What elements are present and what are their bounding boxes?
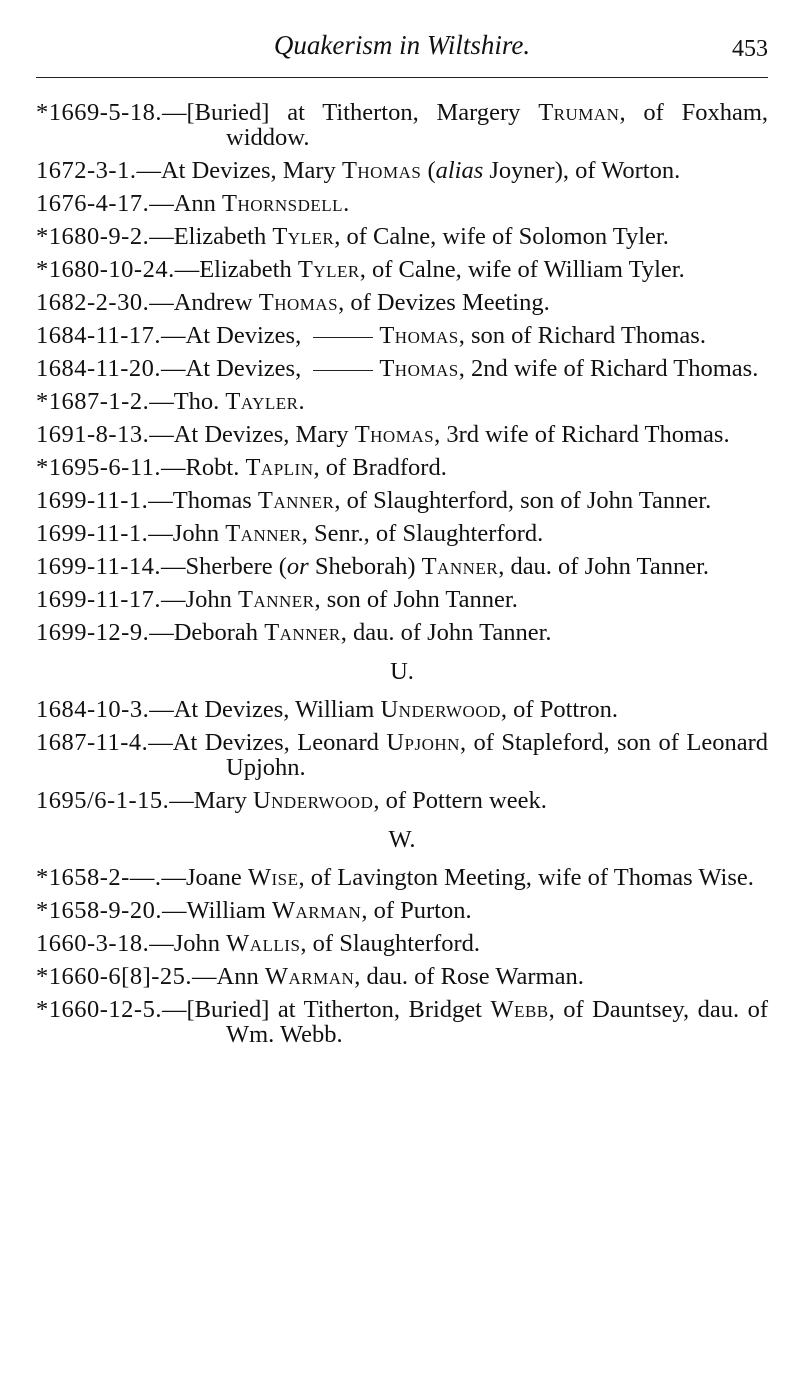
register-entry [36,620,768,645]
entry-surname: Thomas [379,322,459,349]
entry-text: , 2nd wife of Richard Thomas. [458,355,759,382]
entry-text: , dau. of Rose Warman. [354,963,584,990]
entry-text: —Tho. [149,388,226,415]
entry-text: —At Devizes, Mary [136,157,342,184]
entry-surname: Tyler [297,256,360,283]
entry-date: 1699-11-1. [36,487,149,514]
entry-text: . [343,190,350,217]
entry-text: ( [421,157,436,184]
entry-surname: Upjohn [386,729,460,756]
entry-text: —Robt. [161,454,246,481]
entry-text: , of Devizes Meeting. [338,289,550,316]
entry-text: , of Purton. [361,897,472,924]
entry-date: *1680-9-2. [36,223,150,250]
entry-text: —At Devizes, [161,355,308,382]
entry-date: 1676-4-17. [36,190,150,217]
entry-surname: Tanner [264,619,341,646]
entry-date: 1691-8-13. [36,421,150,448]
entry-text: —Andrew [149,289,259,316]
register-entry [36,964,768,989]
entry-text: , dau. of John Tanner. [340,619,552,646]
entry-text: —Mary [169,787,253,814]
entry-surname: Tanner [237,586,315,613]
entry-date: 1699-11-17. [36,586,162,613]
section-heading-w: W. [388,826,416,853]
register-entry [36,997,768,1047]
entry-surname: Taplin [245,454,314,481]
entry-text: , 3rd wife of Richard Thomas. [434,421,730,448]
entry-text: Sheborah) [308,553,422,580]
entry-surname: Thomas [379,355,459,382]
register-entry [36,356,768,381]
entry-date: 1660-3-18. [36,930,150,957]
entry-text: —John [161,586,238,613]
entry-text: , dau. of John Tanner. [498,553,709,580]
entry-surname: Thomas [354,421,435,448]
entry-date: *1660-12-5. [36,996,162,1023]
section-u-entries [36,697,768,813]
entry-text: , of Lavington Meeting, wife of Thomas Wise. [298,864,754,891]
entry-text: , son of John Tanner. [314,586,518,613]
header-rule [36,77,768,78]
blank-name-dash [313,337,373,338]
entry-date: 1695/6-1-15. [36,787,170,814]
entry-surname: Tyler [272,223,335,250]
entry-text: , of Bradford. [313,454,447,481]
register-entry [36,191,768,216]
entry-surname: Wise [247,864,299,891]
section-t-entries [36,100,768,645]
entry-text: , of Pottern week. [373,787,547,814]
register-entry [36,587,768,612]
entry-text: —Ann [149,190,223,217]
entry-date: 1687-11-4. [36,729,149,756]
entry-date: *1658-2-—. [36,864,162,891]
entry-surname: Tanner [257,487,335,514]
entry-surname: Wallis [226,930,301,957]
register-entry [36,257,768,282]
register-entry [36,455,768,480]
entry-text: , of Pottron. [500,696,618,723]
entry-text: —At Devizes, Leonard [148,729,387,756]
entry-surname: Tanner [421,553,499,580]
entry-text: —William [161,897,272,924]
section-w-entries [36,865,768,1047]
entry-date: *1695-6-11. [36,454,162,481]
entry-date: 1672-3-1. [36,157,137,184]
register-entry [36,224,768,249]
entry-date: 1699-11-14. [36,553,162,580]
entry-surname: Webb [490,996,549,1023]
register-entry [36,521,768,546]
entry-text: —Deborah [149,619,265,646]
entry-italic: or [286,553,309,580]
register-entry [36,100,768,150]
entry-surname: Thomas [258,289,339,316]
entry-surname: Underwood [380,696,501,723]
register-entry [36,730,768,780]
entry-text: —At Devizes, Mary [149,421,355,448]
entry-text: —At Devizes, William [149,696,381,723]
entry-date: 1682-2-30. [36,289,150,316]
entry-text: , of Stapleford, son of Leonard Upjohn. [226,729,769,781]
entry-text: —Sherbere ( [161,553,287,580]
entry-surname: Underwood [252,787,374,814]
entry-text: , of Slaughterford. [300,930,481,957]
register-entry [36,290,768,315]
entry-text: , Senr., of Slaughterford. [301,520,544,547]
entry-date: *1680-10-24. [36,256,175,283]
register-entry [36,422,768,447]
entry-text: , of Dauntsey, dau. of Wm. Webb. [226,996,768,1048]
page-number: 453 [732,36,768,62]
entry-surname: Thomas [341,157,422,184]
entry-text: —John [149,930,227,957]
entry-date: 1684-10-3. [36,696,150,723]
entry-text: . [298,388,305,415]
entry-surname: Tayler [225,388,299,415]
entry-date: 1699-12-9. [36,619,150,646]
entry-text: —Elizabeth [149,223,273,250]
entry-text: —Joane [161,864,248,891]
entry-date: *1669-5-18. [36,99,162,126]
section-heading-u: U. [390,658,414,685]
blank-name-dash [313,370,373,371]
entry-date: *1687-1-2. [36,388,150,415]
register-entry [36,488,768,513]
entry-text: —John [148,520,226,547]
entry-text: —Elizabeth [174,256,298,283]
running-title: Quakerism in Wiltshire. [273,30,531,60]
register-entry [36,697,768,722]
register-entry [36,865,768,890]
entry-date: 1699-11-1. [36,520,149,547]
entry-text: , of Foxham, widdow. [226,99,768,151]
register-entry [36,158,768,183]
register-entry [36,554,768,579]
entry-text: —Ann [192,963,265,990]
register-entry [36,323,768,348]
entry-surname: Truman [538,99,620,126]
entry-text: —Thomas [148,487,258,514]
entry-text: —At Devizes, [161,322,308,349]
entry-text: —[Buried] at Titherton, Bridget [161,996,491,1023]
entry-surname: Tanner [225,520,302,547]
entry-text: , of Calne, wife of William Tyler. [359,256,685,283]
register-entry [36,788,768,813]
entry-surname: Warman [264,963,355,990]
entry-date: 1684-11-20. [36,355,162,382]
entry-date: 1684-11-17. [36,322,162,349]
register-entry [36,898,768,923]
entry-surname: Thornsdell [222,190,344,217]
burial-register [36,100,768,1055]
register-entry [36,931,768,956]
entry-surname: Warman [271,897,362,924]
entry-date: *1658-9-20. [36,897,162,924]
entry-text: Joyner), of Worton. [483,157,681,184]
entry-text: —[Buried] at Titherton, Margery [161,99,539,126]
entry-text: , of Slaughterford, son of John Tanner. [334,487,712,514]
entry-text: , son of Richard Thomas. [458,322,706,349]
entry-date: *1660-6[8]-25. [36,963,193,990]
register-entry [36,389,768,414]
page-header [36,24,768,74]
entry-text: , of Calne, wife of Solomon Tyler. [334,223,669,250]
entry-italic: alias [435,157,484,184]
